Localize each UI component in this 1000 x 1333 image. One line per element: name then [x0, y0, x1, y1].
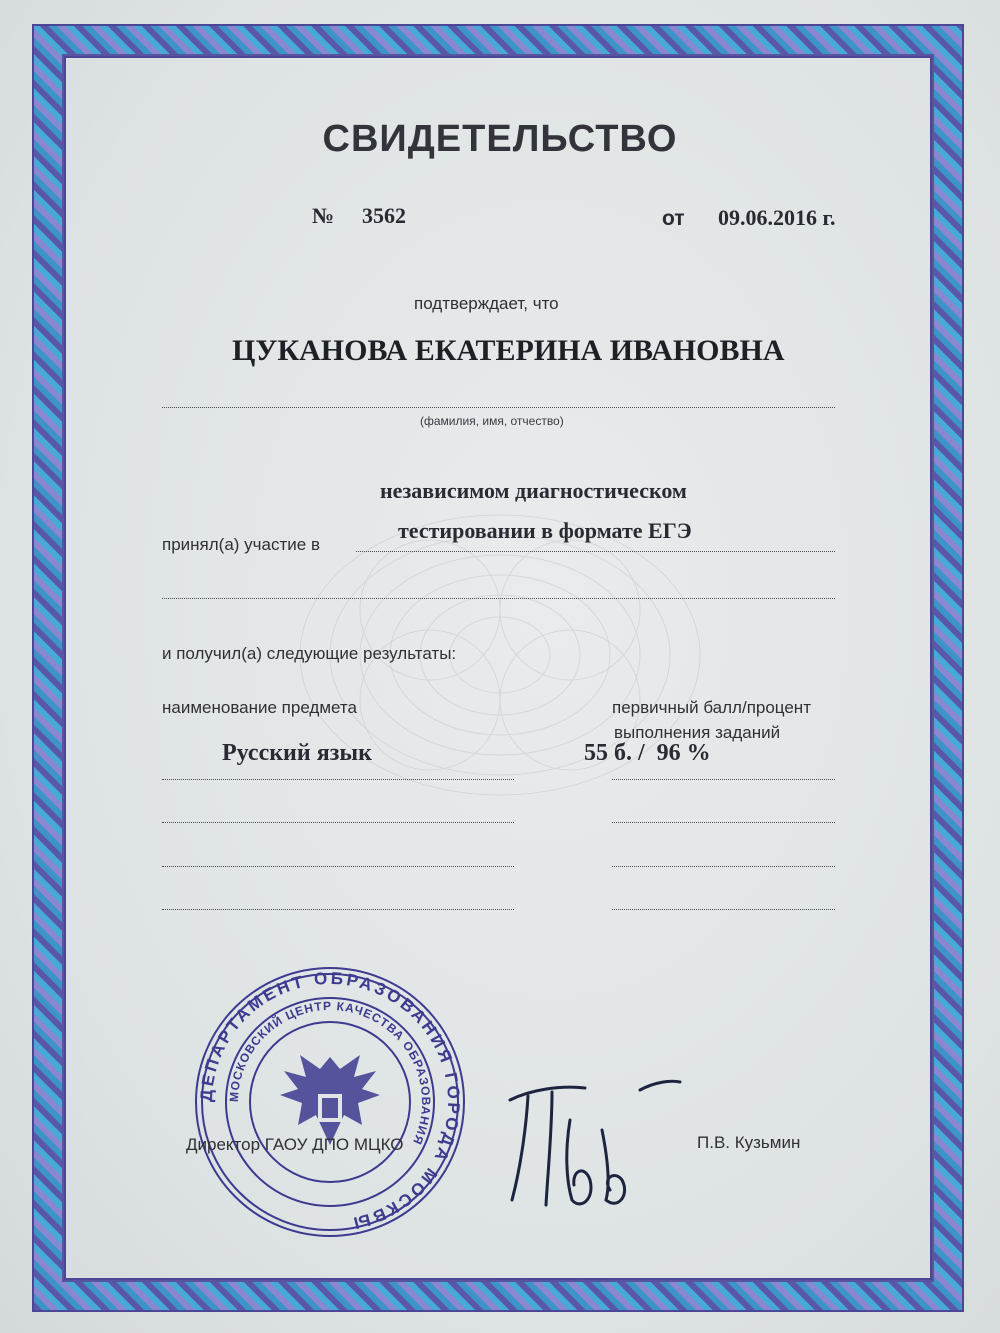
confirms-text: подтверждает, что: [414, 294, 559, 313]
certificate-number: 3562: [362, 203, 406, 228]
subject-line-1: [162, 779, 514, 780]
score-header-line-1: первичный балл/процент: [612, 698, 811, 717]
name-line: [162, 407, 835, 408]
score-header-line-2: выполнения заданий: [614, 723, 781, 742]
score-line-1: [612, 779, 835, 780]
subject-line-4: [162, 909, 514, 910]
score-line-3: [612, 866, 835, 867]
event-line-underline-2: [162, 598, 835, 599]
director-name: П.В. Кузьмин: [697, 1133, 801, 1152]
recipient-name: ЦУКАНОВА ЕКАТЕРИНА ИВАНОВНА: [232, 334, 785, 367]
certificate-date: 09.06.2016 г.: [718, 205, 836, 230]
result-score: 55 б. / 96 %: [584, 740, 711, 766]
seal-outer-text: ДЕПАРТАМЕНТ ОБРАЗОВАНИЯ ГОРОДА МОСКВЫ: [196, 968, 464, 1234]
official-seal: [190, 962, 470, 1242]
handwritten-signature: [490, 1060, 690, 1220]
event-line-2: тестировании в формате ЕГЭ: [398, 518, 692, 543]
name-hint: (фамилия, имя, отчество): [420, 414, 564, 428]
event-line-1: независимом диагностическом: [380, 478, 687, 503]
subject-line-2: [162, 822, 514, 823]
document-title: СВИДЕТЕЛЬСТВО: [322, 118, 678, 160]
subject-line-3: [162, 866, 514, 867]
score-line-4: [612, 909, 835, 910]
director-label: Директор ГАОУ ДПО МЦКО: [186, 1135, 404, 1154]
score-line-2: [612, 822, 835, 823]
participation-label: принял(а) участие в: [162, 535, 320, 554]
seal-inner-text: МОСКОВСКИЙ ЦЕНТР КАЧЕСТВА ОБРАЗОВАНИЯ: [226, 998, 434, 1148]
date-label: от: [662, 207, 685, 230]
results-label: и получил(а) следующие результаты:: [162, 644, 457, 663]
result-subject: Русский язык: [222, 740, 372, 766]
subject-header: наименование предмета: [162, 698, 357, 717]
event-line-underline-1: [356, 551, 835, 552]
number-label: №: [312, 203, 335, 228]
eagle-emblem: [280, 1055, 380, 1145]
